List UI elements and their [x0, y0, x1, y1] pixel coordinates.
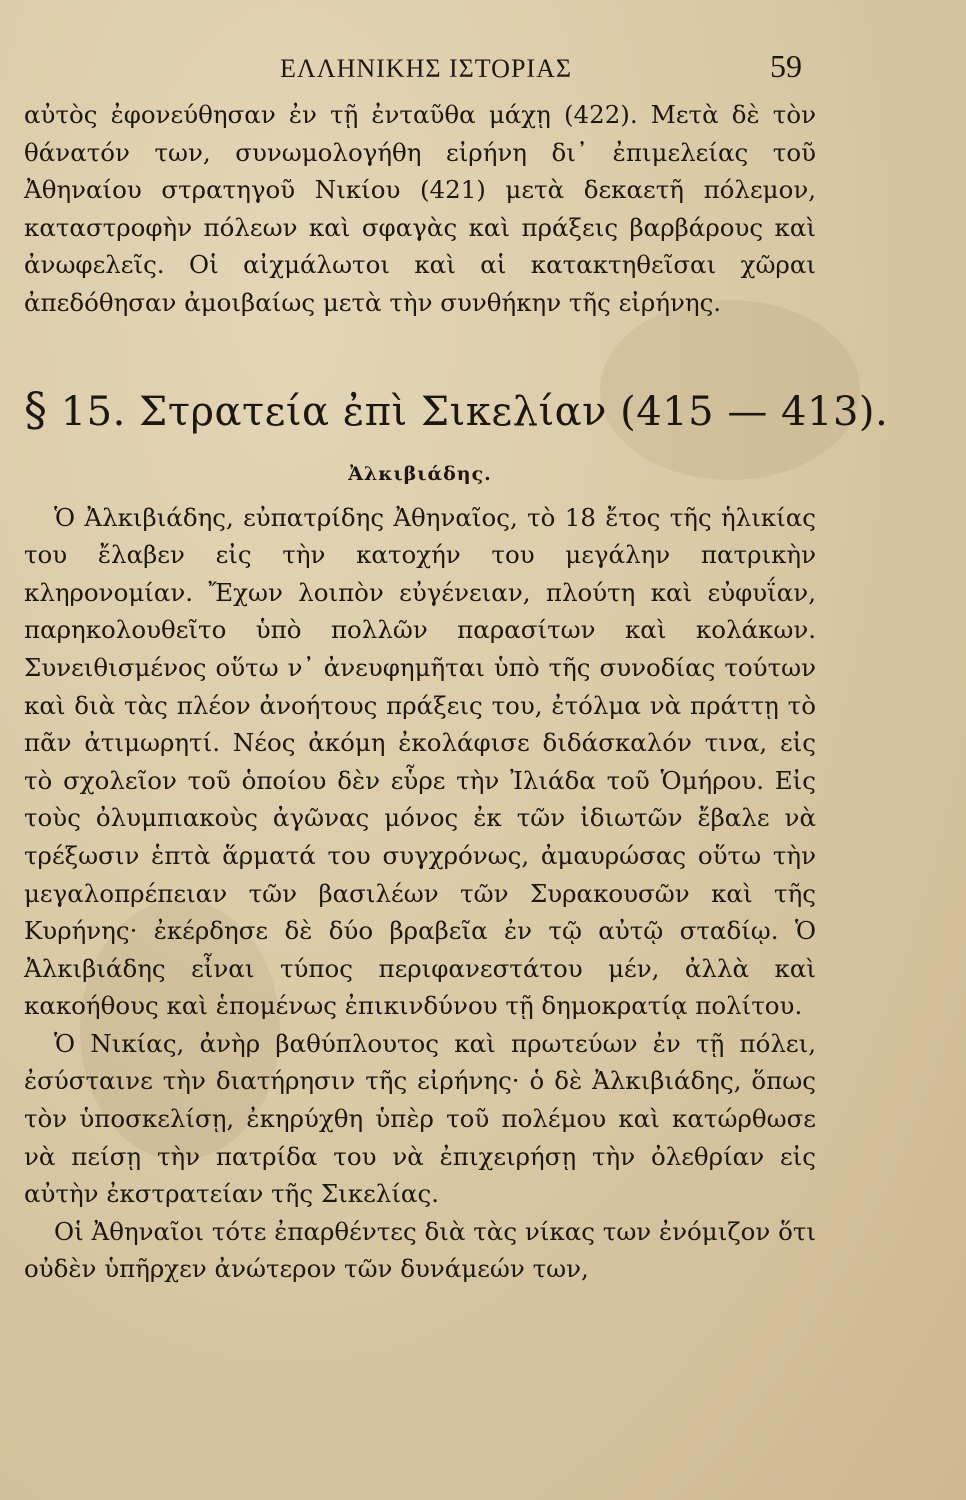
- subheading: Ἀλκιβιάδης.: [348, 462, 492, 485]
- section-heading-text: 15. Στρατεία ἐπὶ Σικελίαν (415 — 413).: [60, 388, 889, 435]
- page-number: 59: [770, 48, 802, 84]
- paragraph-nicias: Ὁ Νικίας, ἀνὴρ βαθύπλουτος καὶ πρωτεύων ἐν τῇ πόλει, ἐσύσταινε τὴν διατήρησιν τῆς εἰρήνης· ὁ δὲ Ἀλκιβιάδης, ὅπως τὸν ὑποσκελίσῃ, ἐκηρύχθη ὑπὲρ τοῦ πολέμου καὶ κατώρθωσε νὰ πείσῃ τὴν πατρίδα του νὰ ἐπιχειρήσῃ τὴν ὀλεθρίαν εἰς αὐτὴν ἐκστρατείαν τῆς Σικελίας.: [24, 1028, 816, 1209]
- running-title: ΕΛΛΗΝΙΚΗΣ ΙΣΤΟΡΙΑΣ: [280, 54, 572, 83]
- section-mark: §: [24, 381, 48, 436]
- intro-paragraph: αὐτὸς ἐφονεύθησαν ἐν τῇ ἐνταῦθα μάχῃ (422). Μετὰ δὲ τὸν θάνατόν των, συνωμολογήθη εἰρήνη δι᾽ ἐπιμελείας τοῦ Ἀθηναίου στρατηγοῦ Νικίου (421) μετὰ δεκαετῆ πόλεμον, καταστροφὴν πόλεων καὶ σφαγὰς καὶ πράξεις βαρβάρους καὶ ἀνωφελεῖς. Οἱ αἰχμάλωτοι καὶ αἱ κατακτηθεῖσαι χῶραι ἀπεδόθησαν ἀμοιβαίως μετὰ τὴν συνθήκην τῆς εἰρήνης.: [24, 100, 816, 317]
- page-body: [24, 96, 889, 1288]
- section-heading: [24, 381, 889, 437]
- paragraph-alcibiades: Ὁ Ἀλκιβιάδης, εὐπατρίδης Ἀθηναῖος, τὸ 18 ἔτος τῆς ἡλικίας του ἔλαβεν εἰς τὴν κατοχήν του μεγάλην πατρικὴν κληρονομίαν. Ἔχων λοιπὸν εὐγένειαν, πλούτη καὶ εὐφυΐαν, παρηκολουθεῖτο ὑπὸ πολλῶν παρασίτων καὶ κολάκων. Συνειθισμένος οὕτω ν᾽ ἀνευφημῆται ὑπὸ τῆς συνοδίας τούτων καὶ διὰ τὰς πλέον ἀνοήτους πράξεις του, ἐτόλμα νὰ πράττῃ τὸ πᾶν ἀτιμωρητί. Νέος ἀκόμη ἐκολάφισε διδάσκαλόν τινα, εἰς τὸ σχολεῖον τοῦ ὁποίου δὲν εὗρε τὴν Ἰλιάδα τοῦ Ὁμήρου. Εἰς τοὺς ὀλυμπιακοὺς ἀγῶνας μόνος ἐκ τῶν ἰδιωτῶν ἔβαλε νὰ τρέξωσιν ἑπτὰ ἅρματά του συγχρόνως, ἀμαυρώσας οὕτω τὴν μεγαλοπρέπειαν τῶν βασιλέων τῶν Συρακουσῶν καὶ τῆς Κυρήνης· ἐκέρδησε δὲ δύο βραβεῖα ἐν τῷ αὐτῷ σταδίῳ. Ὁ Ἀλκιβιάδης εἶναι τύπος περιφανεστάτου μέν, ἀλλὰ καὶ κακοήθους καὶ ἑπομένως ἐπικινδύνου τῇ δημοκρατίᾳ πολίτου.: [24, 502, 816, 1021]
- running-head: [0, 48, 966, 88]
- paragraph-athenians: Οἱ Ἀθηναῖοι τότε ἐπαρθέντες διὰ τὰς νίκας των ἐνόμιζον ὅτι οὐδὲν ὑπῆρχεν ἀνώτερον τῶν δυνάμεών των,: [24, 1216, 816, 1284]
